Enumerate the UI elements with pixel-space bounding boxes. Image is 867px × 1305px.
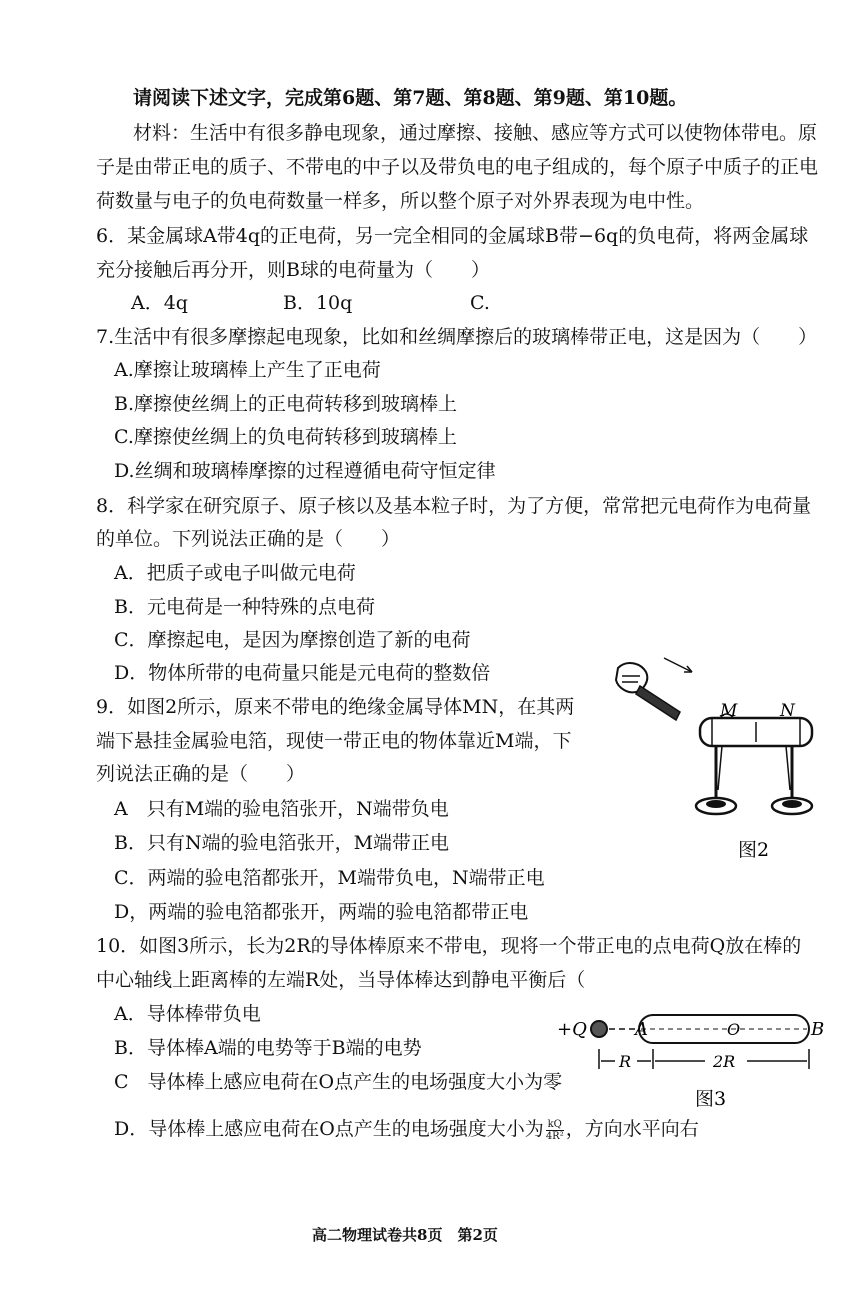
reading-instruction: 请阅读下述文字，完成第6题、第7题、第8题、第9题、第10题。 (133, 87, 688, 109)
q6-option-c: C. (470, 292, 490, 314)
label-b: B (811, 1019, 825, 1040)
q6-option-b: B．10q (283, 292, 353, 314)
material-line-2: 子是由带正电的质子、不带电的中子以及带负电的电子组成的，每个原子中质子的正电 (96, 156, 819, 178)
label-n: N (780, 701, 795, 721)
figure-2-electroscope (600, 650, 830, 865)
material-line-3: 荷数量与电子的负电荷数量一样多，所以整个原子对外界表现为电中性。 (96, 190, 705, 212)
point-charge-icon (591, 1021, 607, 1037)
fraction (546, 1119, 564, 1142)
material-line-1: 材料：生活中有很多静电现象，通过摩擦、接触、感应等方式可以使物体带电。原 (133, 122, 818, 144)
q10-option-b: B．导体棒A端的电势等于B端的电势 (114, 1037, 422, 1059)
q10-option-d-direction: ，方向水平向右 (565, 1118, 699, 1140)
q7-stem: 7.生活中有很多摩擦起电现象，比如和丝绸摩擦后的玻璃棒带正电，这是因为（ ） (96, 326, 818, 348)
q7-option-d: D.丝绸和玻璃棒摩擦的过程遵循电荷守恒定律 (114, 460, 496, 482)
figure-3-rod (555, 1005, 830, 1115)
q10-stem-line-2: 中心轴线上距离棒的左端R处，当导体棒达到静电平衡后（ (96, 969, 586, 991)
q8-stem-line-1: 8．科学家在研究原子、原子核以及基本粒子时，为了方便，常常把元电荷作为电荷量 (96, 495, 812, 517)
fraction-numerator: kQ (547, 1118, 562, 1130)
fraction-denominator: 4R² (545, 1130, 564, 1142)
q7-option-c: C.摩擦使丝绸上的负电荷转移到玻璃棒上 (114, 426, 457, 448)
q9-option-d: D，两端的验电箔都张开，两端的验电箔都带正电 (114, 901, 529, 923)
q10-stem-line-1: 10．如图3所示，长为2R的导体棒原来不带电，现将一个带正电的点电荷Q放在棒的 (96, 935, 802, 957)
q8-option-d: D．物体所带的电荷量只能是元电荷的整数倍 (114, 662, 491, 684)
dim-r-label: R (619, 1052, 632, 1071)
q8-option-c: C．摩擦起电，是因为摩擦创造了新的电荷 (114, 629, 471, 651)
page-footer: 高二物理试卷共8页 第2页 (312, 1226, 498, 1244)
label-o: O (727, 1020, 741, 1039)
charged-rod-hand-icon (616, 658, 692, 720)
q7-option-a: A.摩擦让玻璃棒上产生了正电荷 (114, 359, 381, 381)
q9-option-a: A 只有M端的验电箔张开，N端带负电 (114, 798, 449, 820)
q9-stem-line-3: 列说法正确的是（ ） (96, 763, 306, 785)
label-a: A (635, 1019, 648, 1040)
q10-option-a: A．导体棒带负电 (114, 1003, 261, 1025)
figure-3-caption: 图3 (695, 1088, 727, 1110)
insulating-stands (696, 746, 812, 814)
figure-2-caption: 图2 (738, 839, 770, 861)
q10-option-d (114, 1117, 699, 1142)
q10-option-c: C 导体棒上感应电荷在O点产生的电场强度大小为零 (114, 1071, 563, 1093)
charge-label: +Q (557, 1019, 587, 1040)
conductor-mn (700, 714, 812, 746)
label-m: M (720, 701, 738, 721)
q9-option-c: C．两端的验电箔都张开，M端带负电，N端带正电 (114, 867, 545, 889)
dim-2r-label: 2R (713, 1052, 736, 1071)
q10-option-d-text: D．导体棒上感应电荷在O点产生的电场强度大小为 (114, 1118, 544, 1140)
q8-option-b: B．元电荷是一种特殊的点电荷 (114, 596, 375, 618)
q6-option-a: A．4q (131, 292, 188, 314)
q9-option-b: B．只有N端的验电箔张开，M端带正电 (114, 832, 450, 854)
q9-stem-line-1: 9．如图2所示，原来不带电的绝缘金属导体MN，在其两 (96, 696, 575, 718)
q9-stem-line-2: 端下悬挂金属验电箔，现使一带正电的物体靠近M端，下 (96, 730, 572, 752)
q8-option-a: A．把质子或电子叫做元电荷 (114, 562, 356, 584)
q7-option-b: B.摩擦使丝绸上的正电荷转移到玻璃棒上 (114, 393, 458, 415)
q8-stem-line-2: 的单位。下列说法正确的是（ ） (96, 528, 401, 550)
q6-stem-line-1: 6．某金属球A带4q的正电荷，另一完全相同的金属球B带−6q的负电荷，将两金属球 (96, 225, 809, 247)
q6-stem-line-2: 充分接触后再分开，则B球的电荷量为（ ） (96, 259, 490, 281)
